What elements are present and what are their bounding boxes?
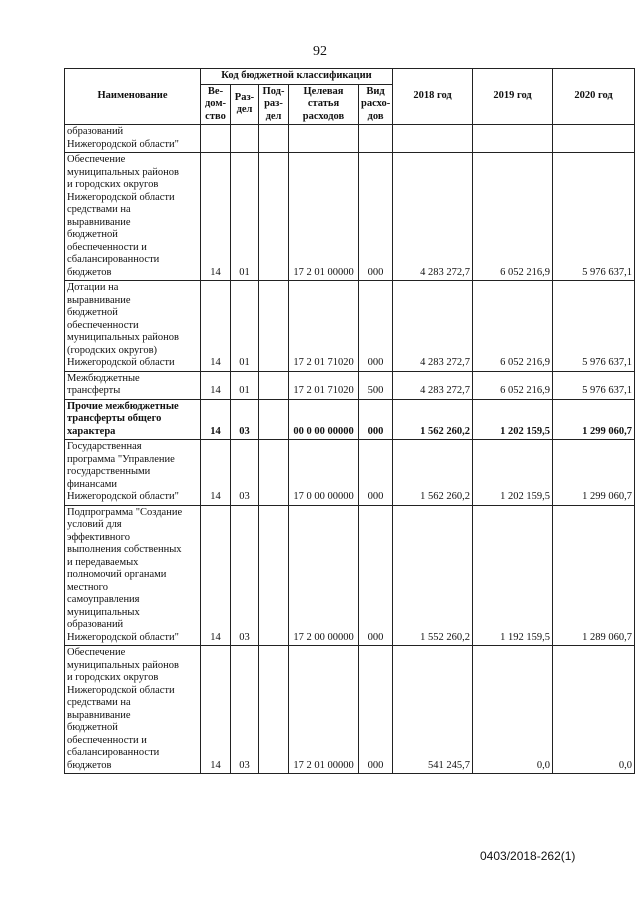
cell-2018: 4 283 272,7	[393, 371, 473, 399]
table-row	[65, 646, 635, 774]
cell-razdel: 03	[231, 440, 259, 506]
cell-target: 17 2 01 00000	[289, 646, 359, 774]
cell-vid: 000	[359, 505, 393, 646]
cell-vid: 000	[359, 646, 393, 774]
cell-target: 17 0 00 00000	[289, 440, 359, 506]
cell-name: Дотации на выравнивание бюджетной обеспеченности муниципальных районов (городских округов) Нижегородской области	[65, 281, 201, 372]
cell-ved: 14	[201, 371, 231, 399]
cell-podrazdel	[259, 153, 289, 281]
cell-2018: 4 283 272,7	[393, 153, 473, 281]
header-row-group	[65, 69, 635, 85]
header-target: Целевая статья расходов	[289, 84, 359, 125]
cell-target	[289, 125, 359, 153]
header-podrazdel: Под- раз- дел	[259, 84, 289, 125]
cell-podrazdel	[259, 125, 289, 153]
header-2020: 2020 год	[553, 69, 635, 125]
cell-podrazdel	[259, 646, 289, 774]
table-row	[65, 153, 635, 281]
cell-ved: 14	[201, 440, 231, 506]
page-number: 92	[313, 44, 327, 59]
table-row	[65, 371, 635, 399]
cell-target: 17 2 01 71020	[289, 371, 359, 399]
cell-2019: 6 052 216,9	[473, 281, 553, 372]
cell-target: 17 2 01 71020	[289, 281, 359, 372]
cell-2019: 0,0	[473, 646, 553, 774]
cell-razdel	[231, 125, 259, 153]
cell-ved: 14	[201, 505, 231, 646]
header-name: Наименование	[65, 69, 201, 125]
cell-name: Обеспечение муниципальных районов и городских округов Нижегородской области средствами на выравнивание бюджетной обеспеченности и сбалансированности бюджетов	[65, 646, 201, 774]
cell-2019: 1 192 159,5	[473, 505, 553, 646]
cell-2019: 6 052 216,9	[473, 153, 553, 281]
cell-razdel: 03	[231, 646, 259, 774]
cell-2018: 4 283 272,7	[393, 281, 473, 372]
table-body	[65, 125, 635, 774]
cell-2020: 5 976 637,1	[553, 153, 635, 281]
table-row	[65, 281, 635, 372]
cell-2018	[393, 125, 473, 153]
cell-razdel: 01	[231, 371, 259, 399]
table-row	[65, 125, 635, 153]
cell-name: Государственная программа "Управление государственными финансами Нижегородской области"	[65, 440, 201, 506]
cell-razdel: 01	[231, 153, 259, 281]
cell-target: 17 2 01 00000	[289, 153, 359, 281]
cell-podrazdel	[259, 440, 289, 506]
document-code: 0403/2018-262(1)	[480, 849, 576, 863]
header-ved: Ве- дом- ство	[201, 84, 231, 125]
cell-vid: 000	[359, 399, 393, 440]
cell-ved: 14	[201, 646, 231, 774]
header-2018: 2018 год	[393, 69, 473, 125]
cell-name: Обеспечение муниципальных районов и городских округов Нижегородской области средствами на выравнивание бюджетной обеспеченности и сбалансированности бюджетов	[65, 153, 201, 281]
cell-2019	[473, 125, 553, 153]
cell-2020: 5 976 637,1	[553, 371, 635, 399]
cell-podrazdel	[259, 281, 289, 372]
cell-podrazdel	[259, 371, 289, 399]
cell-vid	[359, 125, 393, 153]
cell-2020: 1 299 060,7	[553, 399, 635, 440]
cell-2020: 5 976 637,1	[553, 281, 635, 372]
cell-2020	[553, 125, 635, 153]
table-row	[65, 399, 635, 440]
cell-2020: 1 299 060,7	[553, 440, 635, 506]
cell-vid: 500	[359, 371, 393, 399]
cell-name: Подпрограмма "Создание условий для эффективного выполнения собственных и передаваемых полномочий органами местного самоуправления муниципальных образований Нижегородской области"	[65, 505, 201, 646]
header-razdel: Раз- дел	[231, 84, 259, 125]
cell-razdel: 01	[231, 281, 259, 372]
budget-table	[64, 68, 635, 774]
cell-podrazdel	[259, 505, 289, 646]
cell-name: образований Нижегородской области"	[65, 125, 201, 153]
cell-vid: 000	[359, 440, 393, 506]
cell-ved: 14	[201, 281, 231, 372]
header-code-group: Код бюджетной классификации	[201, 69, 393, 85]
cell-podrazdel	[259, 399, 289, 440]
header-2019: 2019 год	[473, 69, 553, 125]
cell-2019: 1 202 159,5	[473, 399, 553, 440]
table-row	[65, 440, 635, 506]
cell-vid: 000	[359, 281, 393, 372]
cell-2018: 1 562 260,2	[393, 440, 473, 506]
cell-ved: 14	[201, 399, 231, 440]
cell-razdel: 03	[231, 399, 259, 440]
table-row	[65, 505, 635, 646]
cell-ved	[201, 125, 231, 153]
cell-name: Прочие межбюджетные трансферты общего характера	[65, 399, 201, 440]
cell-2019: 1 202 159,5	[473, 440, 553, 506]
cell-2018: 1 552 260,2	[393, 505, 473, 646]
cell-2019: 6 052 216,9	[473, 371, 553, 399]
cell-2020: 0,0	[553, 646, 635, 774]
cell-target: 17 2 00 00000	[289, 505, 359, 646]
cell-name: Межбюджетные трансферты	[65, 371, 201, 399]
cell-2018: 1 562 260,2	[393, 399, 473, 440]
cell-razdel: 03	[231, 505, 259, 646]
cell-vid: 000	[359, 153, 393, 281]
cell-2020: 1 289 060,7	[553, 505, 635, 646]
cell-2018: 541 245,7	[393, 646, 473, 774]
cell-ved: 14	[201, 153, 231, 281]
cell-target: 00 0 00 00000	[289, 399, 359, 440]
header-vid: Вид расхо- дов	[359, 84, 393, 125]
